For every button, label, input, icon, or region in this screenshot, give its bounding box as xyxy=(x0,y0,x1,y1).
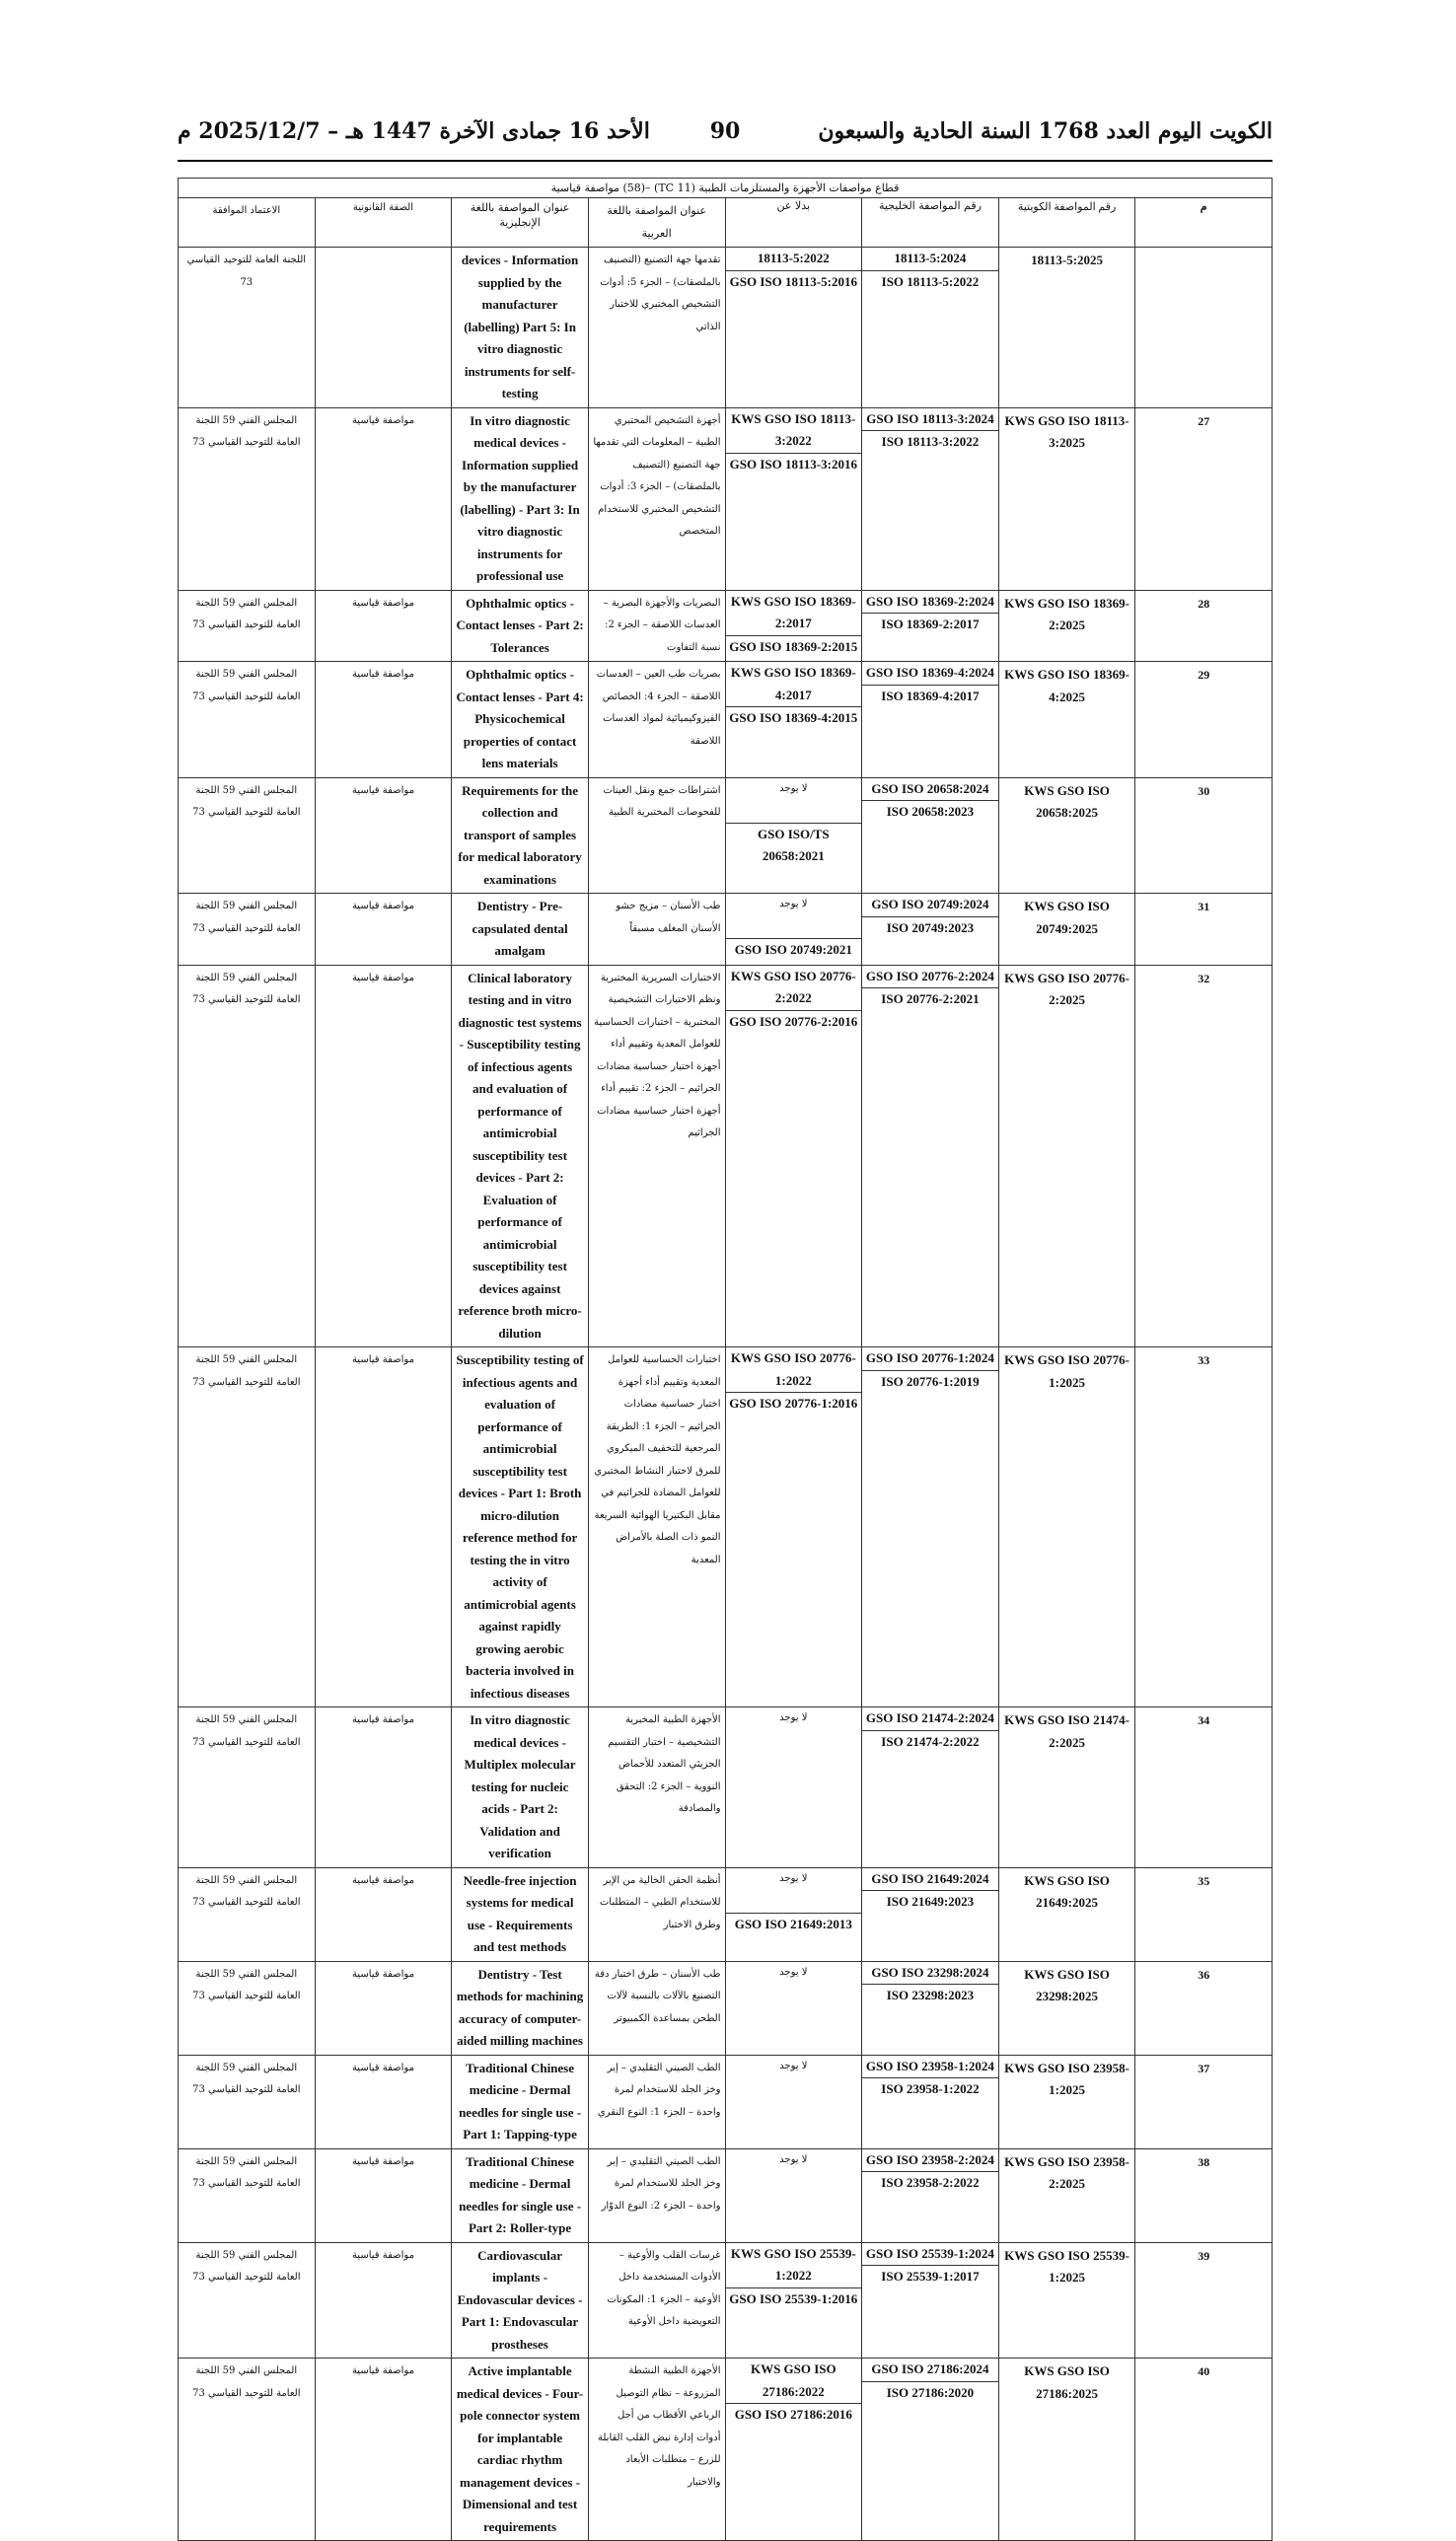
gcc-entry: ISO 23298:2023 xyxy=(862,1984,998,2007)
gcc-entry: GSO ISO 20658:2024 xyxy=(871,780,989,796)
kws-standard-number: KWS GSO ISO 20776-2:2025 xyxy=(998,965,1135,1347)
gcc-stack xyxy=(862,2359,998,2404)
replaces-stack xyxy=(726,591,862,659)
replaces-entry: KWS GSO ISO 20776-2:2022 xyxy=(730,968,856,1005)
title-english: Active implantable medical devices - Four-pole connector system for implantable cardiac rhythm management devices - Dimensional and test requirements xyxy=(452,2359,589,2541)
gcc-entry: ISO 23958-2:2022 xyxy=(862,2171,998,2195)
title-english: Ophthalmic optics - Contact lenses - Part 2: Tolerances xyxy=(452,590,589,662)
approval: المجلس الفني 59 اللجنة العامة للتوحيد القياسي 73 xyxy=(179,894,316,966)
replaces-entry: GSO ISO 18113-3:2016 xyxy=(726,453,862,476)
gcc-entry: GSO ISO 20776-1:2024 xyxy=(865,1350,994,1365)
replaces-entry: لا يوجد xyxy=(779,2060,808,2071)
title-english: Traditional Chinese medicine - Dermal needles for single use - Part 1: Tapping-type xyxy=(452,2055,589,2148)
table-row xyxy=(179,1707,1273,1868)
legal-status: مواصفة قياسية xyxy=(315,1707,452,1868)
gcc-entry: ISO 18113-5:2022 xyxy=(862,270,998,294)
replaces-standard xyxy=(725,894,862,966)
replaces-standard xyxy=(725,777,862,894)
gcc-entry: GSO ISO 23958-1:2024 xyxy=(865,2058,994,2073)
approval: المجلس الفني 59 اللجنة العامة للتوحيد القياسي 73 xyxy=(179,1347,316,1707)
replaces-stack xyxy=(726,966,862,1034)
replaces-entry: لا يوجد xyxy=(726,1868,862,1914)
replaces-stack xyxy=(726,662,862,730)
title-arabic: الطب الصيني التقليدي – إبر وخز الجلد للاستخدام لمرة واحدة – الجزء 1: النوع النقري xyxy=(588,2055,725,2148)
replaces-stack xyxy=(726,1962,862,2006)
kws-standard-number: KWS GSO ISO 20749:2025 xyxy=(998,894,1135,966)
title-arabic: الأجهزة الطبية النشطة المزروعة – نظام التوصيل الرباعي الأقطاب من أجل أدوات إدارة نبض القلب القابلة للزرع – متطلبات الأبعاد والاختبار xyxy=(588,2359,725,2541)
approval: المجلس الفني 59 اللجنة العامة للتوحيد القياسي 73 xyxy=(179,2055,316,2148)
gcc-entry: ISO 20776-1:2019 xyxy=(862,1370,998,1394)
gcc-standard-number xyxy=(862,407,999,590)
gcc-standard-number xyxy=(862,662,999,778)
kws-standard-number: KWS GSO ISO 18369-2:2025 xyxy=(998,590,1135,662)
replaces-standard xyxy=(725,248,862,408)
replaces-standard xyxy=(725,2055,862,2148)
legal-status: مواصفة قياسية xyxy=(315,1867,452,1961)
title-english: Clinical laboratory testing and in vitro diagnostic test systems - Susceptibility testing of infectious agents and evaluation of performance of antimicrobial susceptibility test devices - Part 2: Evaluation of performance of antimicrobial susceptibility test devices against reference broth micro-dilution xyxy=(452,965,589,1347)
page-header xyxy=(178,118,1273,158)
gcc-entry: ISO 20658:2023 xyxy=(862,800,998,824)
header-rule xyxy=(178,160,1273,162)
replaces-stack xyxy=(726,1707,862,1752)
gcc-entry: ISO 18369-4:2017 xyxy=(862,685,998,708)
issue-date: الأحد 16 جمادى الآخرة 1447 هـ – 2025/12/7 م xyxy=(178,118,650,144)
row-number: 27 xyxy=(1135,407,1273,590)
col-title-ar: عنوان المواصفة باللغة العربية xyxy=(588,198,725,248)
gcc-stack xyxy=(862,2149,998,2195)
replaces-standard xyxy=(725,2148,862,2242)
title-english: Susceptibility testing of infectious agents and evaluation of performance of antimicrobial susceptibility test devices - Part 1: Broth micro-dilution reference method for testing the in vitro activity of antimicrobial agents against rapidly growing aerobic bacteria involved in infectious diseases xyxy=(452,1347,589,1707)
replaces-entry: 18113-5:2022 xyxy=(757,251,830,265)
replaces-stack xyxy=(726,778,862,868)
kws-standard-number: KWS GSO ISO 27186:2025 xyxy=(998,2359,1135,2541)
title-english: devices - Information supplied by the manufacturer (labelling) Part 5: In vitro diagnostic instruments for self-testing xyxy=(452,248,589,408)
gcc-entry: GSO ISO 21474-2:2024 xyxy=(865,1710,994,1725)
replaces-stack xyxy=(726,1347,862,1416)
row-number: 30 xyxy=(1135,777,1273,894)
legal-status: مواصفة قياسية xyxy=(315,777,452,894)
row-number: 37 xyxy=(1135,2055,1273,2148)
col-replaces: بدلا عن xyxy=(725,198,862,248)
gcc-standard-number xyxy=(862,777,999,894)
col-title-en: عنوان المواصفة باللغة الإنجليزية xyxy=(452,198,589,248)
gcc-stack xyxy=(862,662,998,707)
kws-standard-number: KWS GSO ISO 20658:2025 xyxy=(998,777,1135,894)
title-arabic: اشتراطات جمع ونقل العينات للفحوصات المختبرية الطبية xyxy=(588,777,725,894)
gcc-standard-number xyxy=(862,2055,999,2148)
gcc-entry: GSO ISO 21649:2024 xyxy=(871,1870,989,1886)
publication-info: الكويت اليوم العدد 1768 السنة الحادية والسبعون xyxy=(818,118,1273,144)
kws-standard-number: KWS GSO ISO 23958-1:2025 xyxy=(998,2055,1135,2148)
table-row xyxy=(179,894,1273,966)
gcc-entry: GSO ISO 20749:2024 xyxy=(871,897,989,911)
row-number: 34 xyxy=(1135,1707,1273,1868)
col-gcc: رقم المواصفة الخليجية xyxy=(862,198,999,248)
approval: اللجنة العامة للتوحيد القياسي 73 xyxy=(179,248,316,408)
gcc-entry: GSO ISO 25539-1:2024 xyxy=(865,2245,994,2261)
title-arabic: أنظمة الحقن الخالية من الإبر للاستخدام الطبي – المتطلبات وطرق الاختبار xyxy=(588,1867,725,1961)
replaces-entry: KWS GSO ISO 18369-2:2017 xyxy=(730,593,856,630)
legal-status: مواصفة قياسية xyxy=(315,2359,452,2541)
title-english: In vitro diagnostic medical devices - Information supplied by the manufacturer (labelling) - Part 3: In vitro diagnostic instruments for professional use xyxy=(452,407,589,590)
gcc-standard-number xyxy=(862,248,999,408)
title-english: Ophthalmic optics - Contact lenses - Part 4: Physicochemical properties of contact lens materials xyxy=(452,662,589,778)
kws-standard-number: KWS GSO ISO 21474-2:2025 xyxy=(998,1707,1135,1868)
title-english: Dentistry - Test methods for machining accuracy of computer-aided milling machines xyxy=(452,1961,589,2055)
kws-standard-number: KWS GSO ISO 23958-2:2025 xyxy=(998,2148,1135,2242)
replaces-entry: KWS GSO ISO 25539-1:2022 xyxy=(730,2245,856,2283)
replaces-entry: GSO ISO 20776-2:2016 xyxy=(726,1010,862,1034)
gcc-stack xyxy=(862,778,998,824)
replaces-entry: لا يوجد xyxy=(779,1712,808,1723)
replaces-standard xyxy=(725,1347,862,1707)
gcc-standard-number xyxy=(862,1867,999,1961)
table-row xyxy=(179,2148,1273,2242)
row-number xyxy=(1135,248,1273,408)
replaces-standard xyxy=(725,2242,862,2359)
approval: المجلس الفني 59 اللجنة العامة للتوحيد القياسي 73 xyxy=(179,1867,316,1961)
replaces-stack xyxy=(726,248,862,293)
table-row xyxy=(179,1961,1273,2055)
legal-status: مواصفة قياسية xyxy=(315,894,452,966)
replaces-standard xyxy=(725,407,862,590)
replaces-entry: لا يوجد xyxy=(726,778,862,824)
table-row xyxy=(179,2055,1273,2148)
gcc-entry: GSO ISO 20776-2:2024 xyxy=(865,968,994,983)
gcc-entry: ISO 27186:2020 xyxy=(862,2381,998,2405)
gcc-stack xyxy=(862,1347,998,1393)
gcc-stack xyxy=(862,966,998,1011)
table-row xyxy=(179,407,1273,590)
legal-status: مواصفة قياسية xyxy=(315,1961,452,2055)
gcc-entry: GSO ISO 27186:2024 xyxy=(871,2361,989,2376)
col-kws: رقم المواصفة الكويتية xyxy=(998,198,1135,248)
gcc-stack xyxy=(862,1962,998,2007)
gcc-stack xyxy=(862,2243,998,2288)
kws-standard-number: KWS GSO ISO 21649:2025 xyxy=(998,1867,1135,1961)
replaces-entry: GSO ISO 20749:2021 xyxy=(734,942,852,957)
title-english: Cardiovascular implants - Endovascular devices - Part 1: Endovascular prostheses xyxy=(452,2242,589,2359)
approval: المجلس الفني 59 اللجنة العامة للتوحيد القياسي 73 xyxy=(179,662,316,778)
gcc-entry: ISO 21474-2:2022 xyxy=(862,1730,998,1754)
gcc-entry: GSO ISO 23298:2024 xyxy=(871,1964,989,1980)
sector-title: قطاع مواصفات الأجهزة والمستلزمات الطبية (TC 11) –(58) مواصفة قياسية xyxy=(179,179,1273,198)
kws-standard-number: KWS GSO ISO 20776-1:2025 xyxy=(998,1347,1135,1707)
approval: المجلس الفني 59 اللجنة العامة للتوحيد القياسي 73 xyxy=(179,407,316,590)
replaces-standard xyxy=(725,590,862,662)
gcc-entry: ISO 18369-2:2017 xyxy=(862,613,998,636)
title-arabic: الأجهزة الطبية المخبرية التشخيصية – اختبار التقسيم الجزيئي المتعدد للأحماض النووية – الجزء 2: التحقق والمصادقة xyxy=(588,1707,725,1868)
replaces-entry: GSO ISO 18113-5:2016 xyxy=(726,270,862,294)
replaces-entry: GSO ISO 18369-2:2015 xyxy=(726,635,862,659)
title-english: Needle-free injection systems for medical use - Requirements and test methods xyxy=(452,1867,589,1961)
gcc-standard-number xyxy=(862,2359,999,2541)
row-number: 29 xyxy=(1135,662,1273,778)
col-no: م xyxy=(1135,198,1273,248)
legal-status: مواصفة قياسية xyxy=(315,2242,452,2359)
replaces-standard xyxy=(725,1961,862,2055)
title-english: Traditional Chinese medicine - Dermal needles for single use - Part 2: Roller-type xyxy=(452,2148,589,2242)
replaces-stack xyxy=(726,2243,862,2311)
legal-status xyxy=(315,248,452,408)
legal-status: مواصفة قياسية xyxy=(315,2055,452,2148)
title-english: Requirements for the collection and transport of samples for medical laboratory examinations xyxy=(452,777,589,894)
gcc-standard-number xyxy=(862,1347,999,1707)
title-arabic: تقدمها جهة التصنيع (التصنيف بالملصقات) – الجزء 5: أدوات التشخيص المختبري للاختبار الذاتي xyxy=(588,248,725,408)
legal-status: مواصفة قياسية xyxy=(315,2148,452,2242)
replaces-stack xyxy=(726,2359,862,2427)
title-arabic: بصريات طب العين – العدسات اللاصقة – الجزء 4: الخصائص الفيزوكيميائية لمواد العدسات اللاصقة xyxy=(588,662,725,778)
approval: المجلس الفني 59 اللجنة العامة للتوحيد القياسي 73 xyxy=(179,965,316,1347)
page-number: 90 xyxy=(709,118,741,144)
gcc-stack xyxy=(862,408,998,454)
gcc-stack xyxy=(862,591,998,636)
row-number: 31 xyxy=(1135,894,1273,966)
gcc-standard-number xyxy=(862,894,999,966)
replaces-entry: لا يوجد xyxy=(726,894,862,939)
title-arabic: طب الأسنان – طرق اختبار دقة التصنيع بالآلات بالنسبة لآلات الطحن بمساعدة الكمبيوتر xyxy=(588,1961,725,2055)
title-english: In vitro diagnostic medical devices - Multiplex molecular testing for nucleic acids - Part 2: Validation and verification xyxy=(452,1707,589,1868)
gcc-entry: ISO 21649:2023 xyxy=(862,1890,998,1914)
gcc-stack xyxy=(862,248,998,293)
replaces-entry: GSO ISO 25539-1:2016 xyxy=(726,2287,862,2311)
title-arabic: البصريات والأجهزة البصرية – العدسات اللاصقة – الجزء 2: نسبة التفاوت xyxy=(588,590,725,662)
title-arabic: أجهزة التشخيص المختبري الطبية – المعلومات التي تقدمها جهة التصنيع (التصنيف بالملصقات) – الجزء 3: أدوات التشخيص المختبري للاستخدام المتخصص xyxy=(588,407,725,590)
approval: المجلس الفني 59 اللجنة العامة للتوحيد القياسي 73 xyxy=(179,1961,316,2055)
gcc-stack xyxy=(862,894,998,939)
col-legal: الصفة القانونية xyxy=(315,198,452,248)
kws-standard-number: KWS GSO ISO 25539-1:2025 xyxy=(998,2242,1135,2359)
replaces-stack xyxy=(726,1868,862,1936)
table-row xyxy=(179,1347,1273,1707)
replaces-entry: GSO ISO 27186:2016 xyxy=(726,2403,862,2427)
row-number: 32 xyxy=(1135,965,1273,1347)
gcc-entry: ISO 23958-1:2022 xyxy=(862,2077,998,2101)
gcc-entry: GSO ISO 18369-2:2024 xyxy=(865,593,994,609)
replaces-standard xyxy=(725,662,862,778)
gcc-entry: GSO ISO 18113-3:2024 xyxy=(866,410,994,426)
replaces-standard xyxy=(725,2359,862,2541)
gcc-standard-number xyxy=(862,2148,999,2242)
replaces-stack xyxy=(726,2056,862,2100)
title-arabic: الطب الصيني التقليدي – إبر وخز الجلد للاستخدام لمرة واحدة – الجزء 2: النوع الدوّار xyxy=(588,2148,725,2242)
gcc-stack xyxy=(862,2056,998,2101)
legal-status: مواصفة قياسية xyxy=(315,1347,452,1707)
approval: المجلس الفني 59 اللجنة العامة للتوحيد القياسي 73 xyxy=(179,1707,316,1868)
table-row xyxy=(179,965,1273,1347)
row-number: 36 xyxy=(1135,1961,1273,2055)
gcc-entry: 18113-5:2024 xyxy=(894,251,967,265)
standards-table xyxy=(178,178,1273,2541)
replaces-entry: GSO ISO 18369-4:2015 xyxy=(726,706,862,730)
replaces-entry: لا يوجد xyxy=(779,2153,808,2165)
replaces-standard xyxy=(725,965,862,1347)
row-number: 38 xyxy=(1135,2148,1273,2242)
approval: المجلس الفني 59 اللجنة العامة للتوحيد القياسي 73 xyxy=(179,2148,316,2242)
title-arabic: غرسات القلب والأوعية – الأدوات المستخدمة داخل الأوعية – الجزء 1: المكونات التعويضية داخل الأوعية xyxy=(588,2242,725,2359)
gcc-stack xyxy=(862,1868,998,1914)
replaces-entry: KWS GSO ISO 27186:2022 xyxy=(750,2361,837,2399)
legal-status: مواصفة قياسية xyxy=(315,590,452,662)
gcc-entry: ISO 20776-2:2021 xyxy=(862,987,998,1011)
approval: المجلس الفني 59 اللجنة العامة للتوحيد القياسي 73 xyxy=(179,2359,316,2541)
replaces-entry: KWS GSO ISO 20776-1:2022 xyxy=(730,1350,856,1388)
gcc-entry: ISO 18113-3:2022 xyxy=(862,430,998,454)
replaces-entry: KWS GSO ISO 18113-3:2022 xyxy=(731,410,856,448)
kws-standard-number: KWS GSO ISO 18113-3:2025 xyxy=(998,407,1135,590)
replaces-entry: GSO ISO 20776-1:2016 xyxy=(726,1392,862,1416)
legal-status: مواصفة قياسية xyxy=(315,662,452,778)
gcc-entry: ISO 25539-1:2017 xyxy=(862,2265,998,2288)
gcc-standard-number xyxy=(862,1707,999,1868)
table-body xyxy=(179,248,1273,2541)
approval: المجلس الفني 59 اللجنة العامة للتوحيد القياسي 73 xyxy=(179,2242,316,2359)
gcc-entry: ISO 20749:2023 xyxy=(862,916,998,940)
replaces-entry: KWS GSO ISO 18369-4:2017 xyxy=(730,665,856,702)
title-arabic: طب الأسنان – مزيج حشو الأسنان المغلف مسبقاً xyxy=(588,894,725,966)
table-row xyxy=(179,590,1273,662)
row-number: 28 xyxy=(1135,590,1273,662)
gcc-entry: GSO ISO 23958-2:2024 xyxy=(865,2151,994,2167)
table-row xyxy=(179,1867,1273,1961)
gcc-standard-number xyxy=(862,1961,999,2055)
kws-standard-number: KWS GSO ISO 18369-4:2025 xyxy=(998,662,1135,778)
col-approval: الاعتماد الموافقة xyxy=(179,198,316,248)
replaces-stack xyxy=(726,408,862,476)
table-row xyxy=(179,662,1273,778)
gcc-stack xyxy=(862,1707,998,1753)
title-english: Dentistry - Pre-capsulated dental amalgam xyxy=(452,894,589,966)
legal-status: مواصفة قياسية xyxy=(315,407,452,590)
table-row xyxy=(179,248,1273,408)
replaces-entry: لا يوجد xyxy=(779,1966,808,1978)
kws-standard-number: 18113-5:2025 xyxy=(998,248,1135,408)
replaces-stack xyxy=(726,894,862,962)
kws-standard-number: KWS GSO ISO 23298:2025 xyxy=(998,1961,1135,2055)
gcc-standard-number xyxy=(862,965,999,1347)
table-row xyxy=(179,777,1273,894)
row-number: 33 xyxy=(1135,1347,1273,1707)
approval: المجلس الفني 59 اللجنة العامة للتوحيد القياسي 73 xyxy=(179,590,316,662)
replaces-stack xyxy=(726,2149,862,2194)
table-row xyxy=(179,2242,1273,2359)
gcc-entry: GSO ISO 18369-4:2024 xyxy=(865,665,994,680)
replaces-entry: GSO ISO 21649:2013 xyxy=(734,1916,852,1931)
approval: المجلس الفني 59 اللجنة العامة للتوحيد القياسي 73 xyxy=(179,777,316,894)
replaces-standard xyxy=(725,1867,862,1961)
gcc-standard-number xyxy=(862,590,999,662)
gcc-standard-number xyxy=(862,2242,999,2359)
title-arabic: اختبارات الحساسية للعوامل المعدية وتقييم أداء أجهزة اختبار حساسية مضادات الجراثيم – الجزء 1: الطريقة المرجعية للتخفيف الميكروي للمرق لاختبار النشاط المختبري للعوامل المضادة للجراثيم في مقابل البكتيريا الهوائية السريعة النمو ذات الصلة بالأمراض المعدية xyxy=(588,1347,725,1707)
row-number: 35 xyxy=(1135,1867,1273,1961)
title-arabic: الاختبارات السريرية المختبرية ونظم الاختبارات التشخيصية المختبرية – اختبارات الحساسية للعوامل المعدية وتقييم أداء أجهزة اختبار حساسية مضادات الجراثيم – الجزء 2: تقييم أداء أجهزة اختبار حساسية مضادات الجراثيم xyxy=(588,965,725,1347)
table-row xyxy=(179,2359,1273,2541)
row-number: 40 xyxy=(1135,2359,1273,2541)
row-number: 39 xyxy=(1135,2242,1273,2359)
replaces-standard xyxy=(725,1707,862,1868)
replaces-entry: GSO ISO/TS 20658:2021 xyxy=(758,826,830,863)
legal-status: مواصفة قياسية xyxy=(315,965,452,1347)
